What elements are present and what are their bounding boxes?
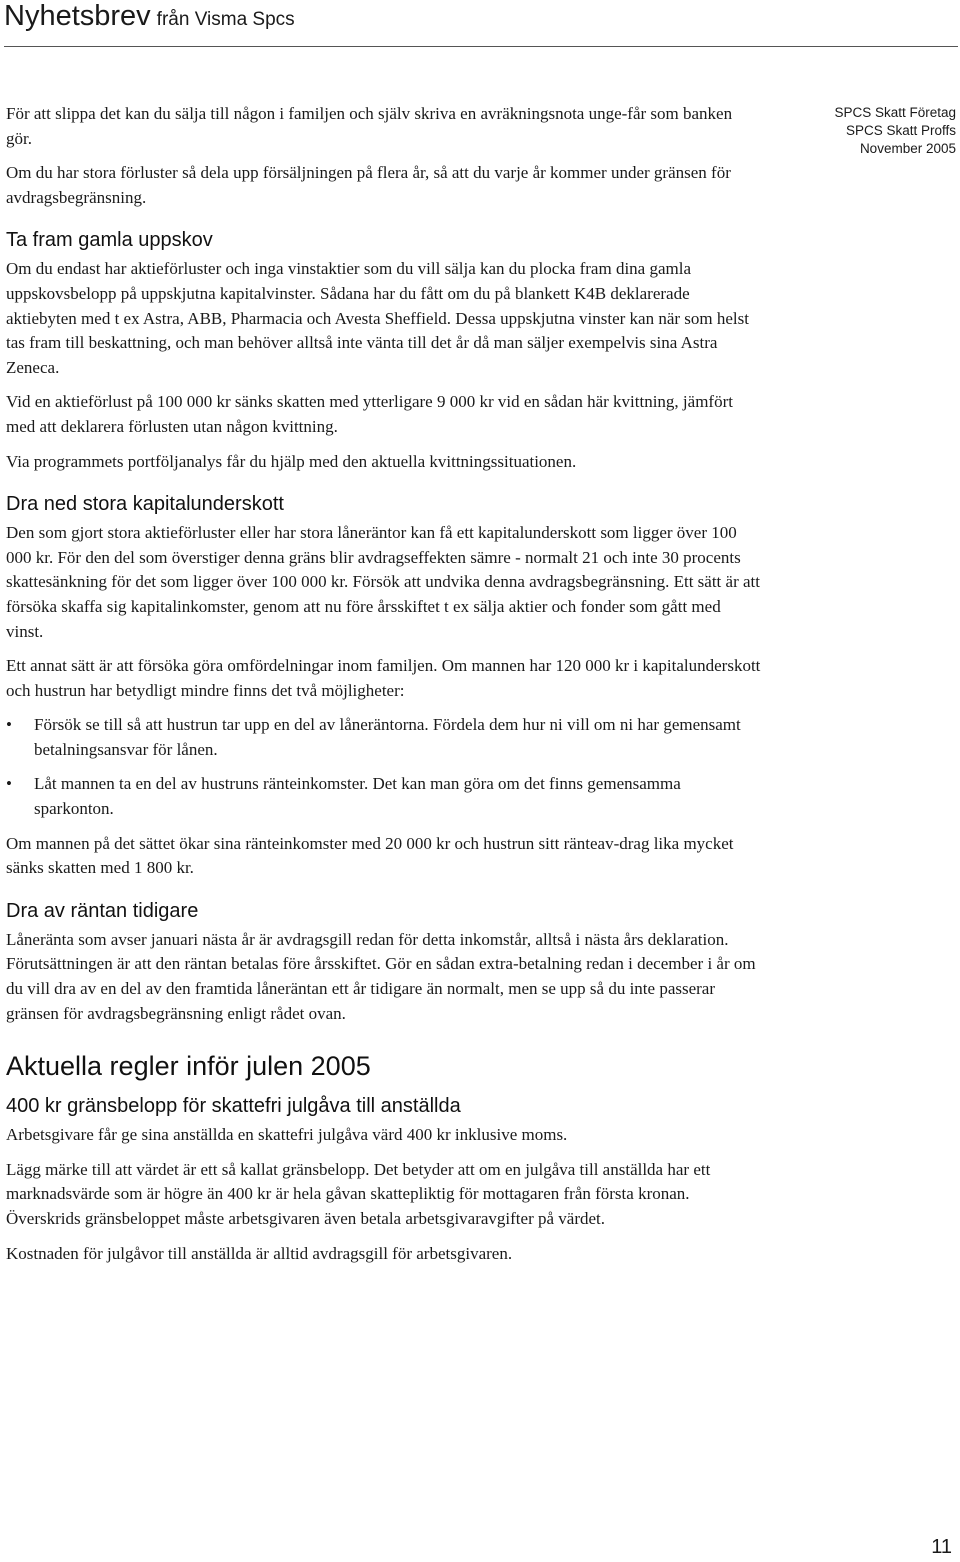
edition-info	[780, 104, 956, 158]
list-item-text: Låt mannen ta en del av hustruns ränteinkomster. Det kan man göra om det finns gemensamma sparkonton.	[34, 774, 681, 819]
jul-paragraph-2: Lägg märke till att värdet är ett så kallat gränsbelopp. Det betyder att om en julgåva till anställda har ett marknadsvärde som är högre än 400 kr är hela gåvan skattepliktig för mottagaren från första kronan. Överskrids gränsbeloppet måste arbetsgivaren även betala arbetsgivaravgifter på värdet.	[6, 1159, 711, 1228]
uppskov-paragraph-2: Vid en aktieförlust på 100 000 kr sänks skatten med ytterligare 9 000 kr vid en sådan här kvittning, jämfört med att deklarera förlusten utan någon kvittning.	[6, 392, 733, 436]
bullet-icon: •	[6, 774, 12, 794]
kapital-paragraph-3: Om mannen på det sättet ökar sina ränteinkomster med 20 000 kr och hustrun sitt ränteav-drag lika mycket sänks skatten med 1 800 kr.	[6, 833, 734, 878]
newsletter-title	[4, 0, 295, 33]
kapital-paragraph-1: Den som gjort stora aktieförluster eller har stora låneräntor kan få ett kapitalunderskott som ligger över 100 000 kr. För den del som överstiger denna gräns blir avdragseffekten sämre - normalt 21 och inte 30 procents skattesänkning för det som ligger över 100 000 kr. Försök att undvika denna avdragsbegränsning. Ett sätt är att försöka skaffa sig kapitalinkomster, genom att nu före årsskiftet t ex sälja aktier och fonder som gått med vinst.	[6, 523, 760, 641]
edition-product-1: SPCS Skatt Företag	[834, 105, 956, 120]
heading-julen: Aktuella regler inför julen 2005	[6, 1051, 371, 1082]
heading-uppskov: Ta fram gamla uppskov	[6, 229, 213, 252]
intro-paragraph-1: För att slippa det kan du sälja till någon i familjen och själv skriva en avräkningsnota unge-får som banken gör.	[6, 104, 733, 148]
kapital-bullet-list	[6, 713, 761, 821]
list-item	[6, 713, 761, 762]
page-number: 11	[931, 1536, 952, 1558]
list-item	[6, 772, 761, 821]
uppskov-paragraph-1: Om du endast har aktieförluster och inga vinstaktier som du vill sälja kan du plocka fram dina gamla uppskovsbelopp på uppskjutna kapitalvinster. Sådana har du fått om du på blankett K4B deklarerade aktiebyten med t ex Astra, ABB, Pharmacia och Avesta Sheffield. Dessa uppskjutna vinster kan när som helst tas fram till beskattning, och man behöver alltså inte vänta till det år då man säljer exempelvis sina Astra Zeneca.	[6, 259, 749, 377]
subheading-julgava: 400 kr gränsbelopp för skattefri julgåva till anställda	[6, 1095, 461, 1118]
rantan-paragraph-1: Låneränta som avser januari nästa år är avdragsgill redan för detta inkomstår, alltså i nästa års deklaration. Förutsättningen är att den räntan betalas före årsskiftet. Gör en sådan extra-betalning redan i december i år om du vill dra av en del av den framtida låneräntan ett år tidigare än normalt, men se upp så du inte passerar gränsen för avdragsbegränsning enligt rådet ovan.	[6, 929, 756, 1023]
jul-paragraph-3: Kostnaden för julgåvor till anställda är alltid avdragsgill för arbetsgivaren.	[6, 1243, 513, 1263]
intro-paragraph-2: Om du har stora förluster så dela upp försäljningen på flera år, så att du varje år kommer under gränsen för avdragsbegränsning.	[6, 163, 731, 207]
list-item-text: Försök se till så att hustrun tar upp en del av låneräntorna. Fördela dem hur ni vill om ni har gemensamt betalningsansvar för lånen.	[34, 715, 741, 759]
jul-paragraph-1: Arbetsgivare får ge sina anställda en skattefri julgåva värd 400 kr inklusive moms.	[6, 1125, 568, 1145]
edition-date: November 2005	[859, 141, 956, 156]
newsletter-title-main: Nyhetsbrev	[4, 0, 151, 32]
header-divider	[4, 46, 958, 47]
uppskov-paragraph-3: Via programmets portföljanalys får du hjälp med den aktuella kvittningssituationen.	[6, 451, 577, 471]
bullet-icon: •	[6, 715, 12, 735]
article-body	[6, 102, 761, 1276]
page-header	[0, 0, 960, 48]
heading-kapitalunderskott: Dra ned stora kapitalunderskott	[6, 493, 284, 516]
kapital-paragraph-2: Ett annat sätt är att försöka göra omfördelningar inom familjen. Om mannen har 120 000 kr i kapitalunderskott och hustrun har betydligt mindre finns det två möjligheter:	[6, 656, 761, 700]
heading-rantan: Dra av räntan tidigare	[6, 899, 199, 922]
newsletter-title-sub: från Visma Spcs	[156, 9, 295, 30]
edition-product-2: SPCS Skatt Proffs	[845, 123, 956, 138]
